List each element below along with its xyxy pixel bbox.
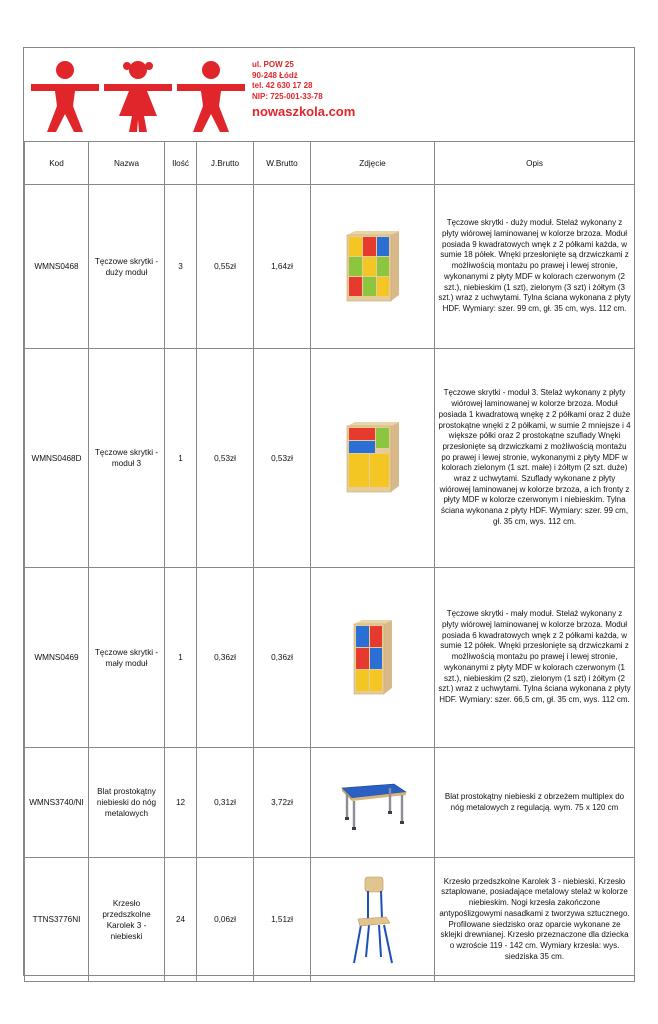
cell-ilosc: 24 [165,858,197,982]
cell-kod: WMNS3740/NI [25,748,89,858]
cell-jbrutto: 0,06zł [197,858,254,982]
col-header-zdjecie: Zdjęcie [311,142,435,185]
cell-wbrutto: 0,53zł [254,349,311,568]
cell-kod: WMNS0469 [25,568,89,748]
company-logo-icon [29,58,247,133]
products-table [24,141,635,982]
cell-wbrutto: 0,36zł [254,568,311,748]
cell-wbrutto: 1,64zł [254,185,311,349]
cell-kod: TTNS3776NI [25,858,89,982]
table-header-row [25,142,635,185]
table-row [25,748,635,858]
city: 90-248 Łódź [252,70,298,80]
website-link[interactable]: nowaszkola.com [252,104,356,119]
rainbow-locker-module3-icon [343,422,403,494]
cell-wbrutto: 3,72zł [254,748,311,858]
contact-info [252,60,355,121]
company-header [24,48,634,142]
cell-nazwa: Tęczowe skrytki - duży moduł [89,185,165,349]
table-row [25,568,635,748]
col-header-jbrutto: J.Brutto [197,142,254,185]
table-row [25,349,635,568]
table-row [25,185,635,349]
cell-jbrutto: 0,55zł [197,185,254,349]
cell-opis: Tęczowe skrytki - moduł 3. Stelaż wykonany z płyty wiórowej laminowanej w kolorze brzoza. Moduł posiada 1 kwadratową wnękę z 2 półkami oraz 2 duże prostokątne wnęki z 2 półkami, w sumie 2 mniejsze i 4 większe półki oraz 2 prostokątne szuflady Wnęki przesłonięte są drzwiczkami z możliwością montażu po prawej i lewej stronie, wykonanymi z płyty MDF w kolorach zielonym (1 szt. małe) i żółtym (2 szt. duże) wraz z uchwytami. Szuflady wykonane z płyty wiórowej laminowanej w kolorze brzoza, a ich fronty z płyty MDF w kolorze czerwonym i niebieskim. Tylna ściana wykonana z płyty HDF. Wymiary: szer. 99 cm, gł. 35 cm, wys. 112 cm. [435,349,635,568]
cell-ilosc: 3 [165,185,197,349]
cell-ilosc: 1 [165,568,197,748]
cell-nazwa: Blat prostokątny niebieski do nóg metalowych [89,748,165,858]
preschool-chair-icon [348,873,398,967]
blue-table-icon [338,774,408,832]
cell-opis: Krzesło przedszkolne Karolek 3 - niebieski. Krzesło sztaplowane, posiadające metalowy stelaż w kolorze niebieskim. Nogi krzesła zakończone antypoślizgowymi nasadkami z tworzywa sztucznego. Profilowane siedzisko oraz oparcie wykonane ze sklejki drewnianej. Krzesło przeznaczone dla dziecka o wzroście 119 - 142 cm. Wymiary krzesła: wys. siedziska 35 cm. [435,858,635,982]
col-header-nazwa: Nazwa [89,142,165,185]
cell-kod: WMNS0468 [25,185,89,349]
cell-ilosc: 1 [165,349,197,568]
nip: NIP: 725-001-33-78 [252,91,323,101]
cell-nazwa: Tęczowe skrytki - mały moduł [89,568,165,748]
cell-wbrutto: 1,51zł [254,858,311,982]
cell-opis: Tęczowe skrytki - duży moduł. Stelaż wykonany z płyty wiórowej laminowanej w kolorze brzoza. Moduł posiada 9 kwadratowych wnęk z 2 półkami każda, w sumie 18 półek. Wnęki przesłonięte są drzwiczkami z możliwością montażu po prawej i lewej stronie, wykonanymi z płyty MDF w kolorach czerwonym (2 szt.), niebieskim (1 szt), zielonym (3 szt) i żółtym (3 szt.) wraz z uchwytami. Tylna ściana wykonana z płyty HDF. Wymiary: szer. 99 cm, gł. 35 cm, wys. 112 cm. [435,185,635,349]
cell-opis: Blat prostokątny niebieski z obrzeżem multiplex do nóg metalowych z regulacją. wym. 75 x 120 cm [435,748,635,858]
address: ul. POW 25 [252,60,294,69]
cell-jbrutto: 0,53zł [197,349,254,568]
document-frame [23,47,635,976]
phone: tel. 42 630 17 28 [252,81,313,90]
col-header-opis: Opis [435,142,635,185]
cell-ilosc: 12 [165,748,197,858]
cell-image [311,349,435,568]
col-header-wbrutto: W.Brutto [254,142,311,185]
table-row [25,858,635,982]
rainbow-locker-large-icon [343,231,403,303]
rainbow-locker-small-icon [350,620,396,696]
cell-kod: WMNS0468D [25,349,89,568]
col-header-ilosc: Ilość [165,142,197,185]
cell-jbrutto: 0,31zł [197,748,254,858]
cell-image [311,185,435,349]
cell-opis: Tęczowe skrytki - mały moduł. Stelaż wykonany z płyty wiórowej laminowanej w kolorze brzoza. Moduł posiada 6 kwadratowych wnęk z 2 półkami każda, w sumie 12 półek. Wnęki przesłonięte są drzwiczkami z możliwością montażu po prawej i lewej stronie, wykonanymi z płyty MDF w kolorach czerwonym (1 szt.), niebieskim (2 szt), zielonym (1 szt) i żółtym (2 szt.) wraz z uchwytami. Tylna ściana wykonana z płyty HDF. Wymiary: szer. 66,5 cm, gł. 35 cm, wys. 112 cm. [435,568,635,748]
cell-nazwa: Tęczowe skrytki - moduł 3 [89,349,165,568]
cell-nazwa: Krzesło przedszkolne Karolek 3 - niebieski [89,858,165,982]
cell-jbrutto: 0,36zł [197,568,254,748]
cell-image [311,858,435,982]
col-header-kod: Kod [25,142,89,185]
cell-image [311,568,435,748]
cell-image [311,748,435,858]
